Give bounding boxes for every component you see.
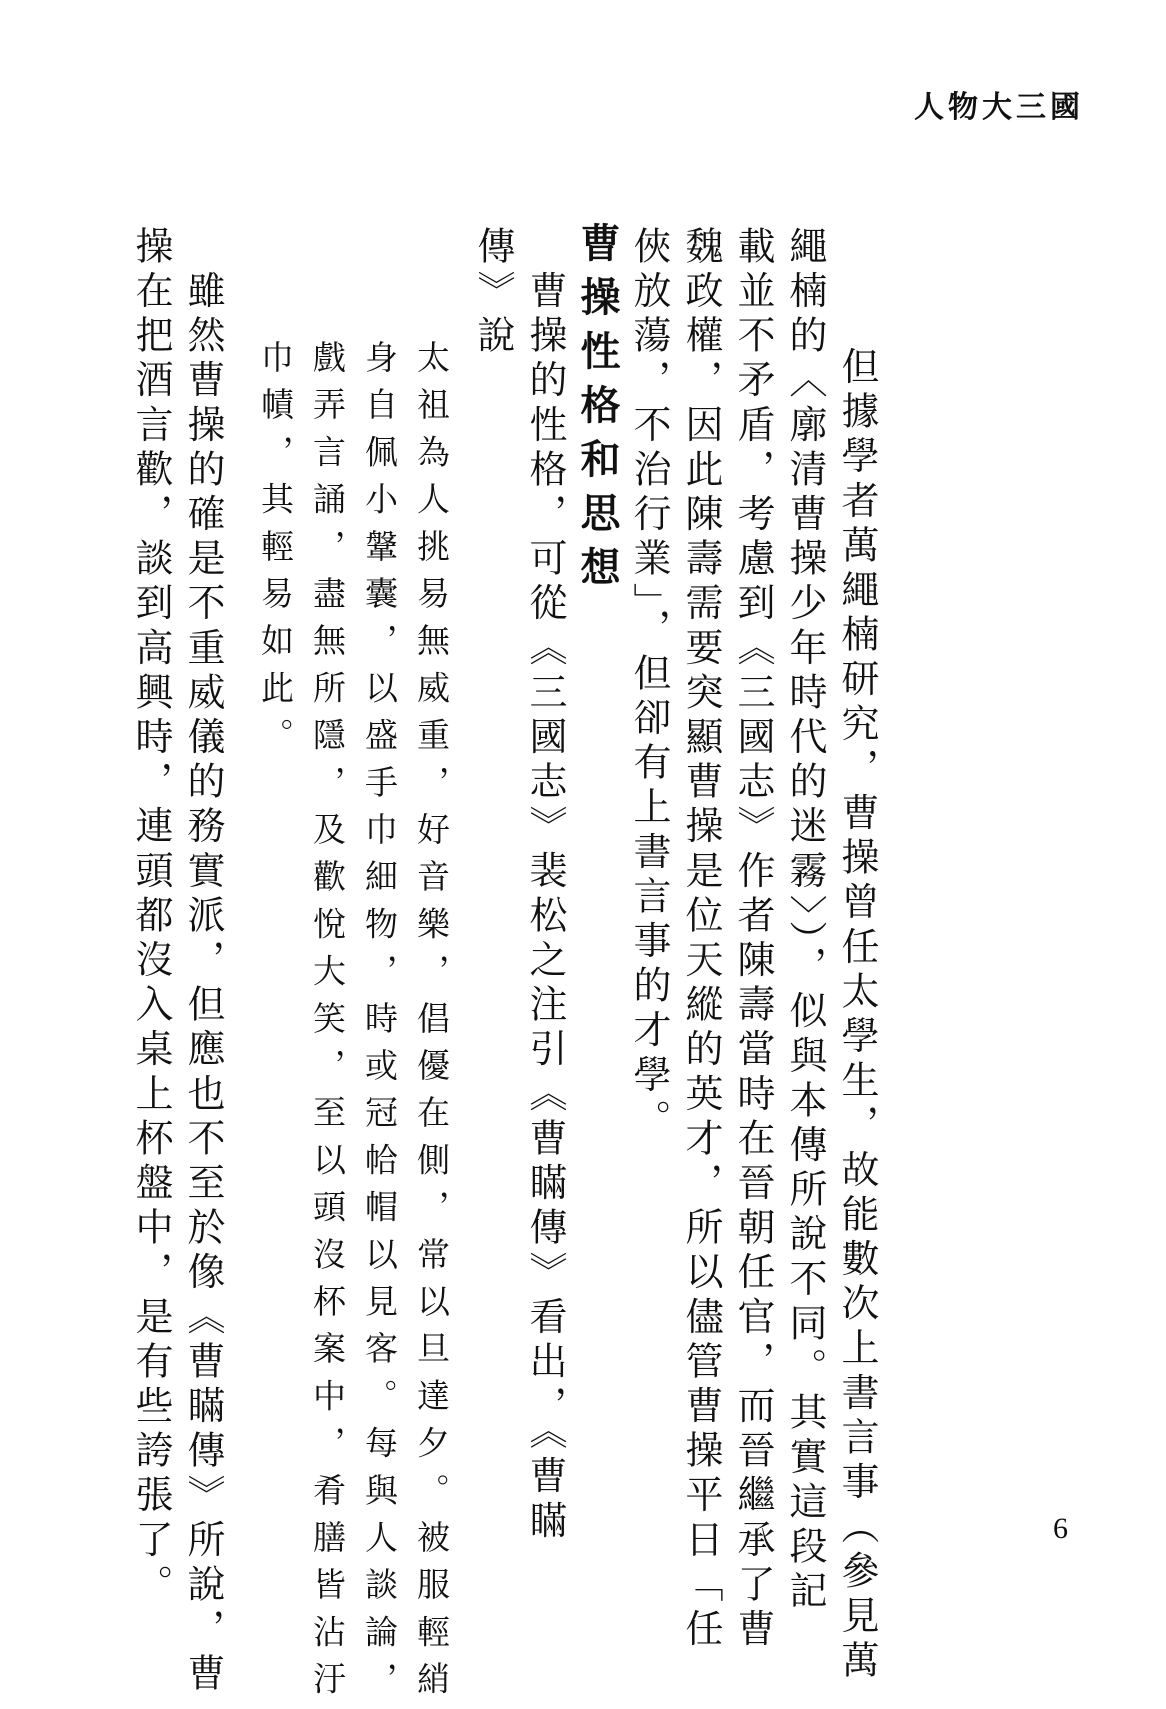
body-column: 載並不矛盾，考慮到《三國志》作者陳壽當時在晉朝任官，而晉繼承了曹 — [731, 226, 775, 1654]
page-number: 6 — [1053, 1512, 1068, 1545]
quote-column: 身自佩小鞶囊，以盛手巾細物，時或冠帢帽以見客。每與人談論， — [360, 340, 399, 1709]
closing-column: 雖然曹操的確是不重威儀的務實派，但應也不至於像《曹瞞傳》所說，曹 — [181, 226, 225, 1698]
intro-column: 曹操的性格，可從《三國志》裴松之注引《曹瞞傳》看出，《曹瞞 — [523, 226, 567, 1545]
body-column: 魏政權，因此陳壽需要突顯曹操是位天縱的英才，所以儘管曹操平日「任 — [679, 226, 723, 1654]
quote-column: 戲弄言誦，盡無所隱，及歡悅大笑，至以頭沒杯案中，肴膳皆沾汙 — [308, 340, 347, 1709]
intro-column: 傳》說 — [471, 226, 515, 360]
body-column: 俠放蕩，不治行業」，但卻有上書言事的才學。 — [627, 226, 671, 1144]
body-column: 繩楠的〈廓清曹操少年時代的迷霧〉），似與本傳所說不同。其實這段記 — [783, 226, 827, 1616]
body-column: 但據學者萬繩楠研究，曹操曾任太學生，故能數次上書言事（參見萬 — [835, 302, 879, 1685]
section-heading: 曹操性格和思想 — [574, 222, 620, 600]
closing-column: 操在把酒言歡，談到高興時，連頭都沒入桌上杯盤中，是有些誇張了。 — [129, 226, 173, 1609]
running-header: 人物大三國 — [914, 90, 1084, 125]
quote-column: 太祖為人挑易無威重，好音樂，倡優在側，常以旦達夕。被服輕綃 — [412, 340, 451, 1709]
quote-column: 巾幘，其輕易如此。 — [256, 340, 295, 765]
